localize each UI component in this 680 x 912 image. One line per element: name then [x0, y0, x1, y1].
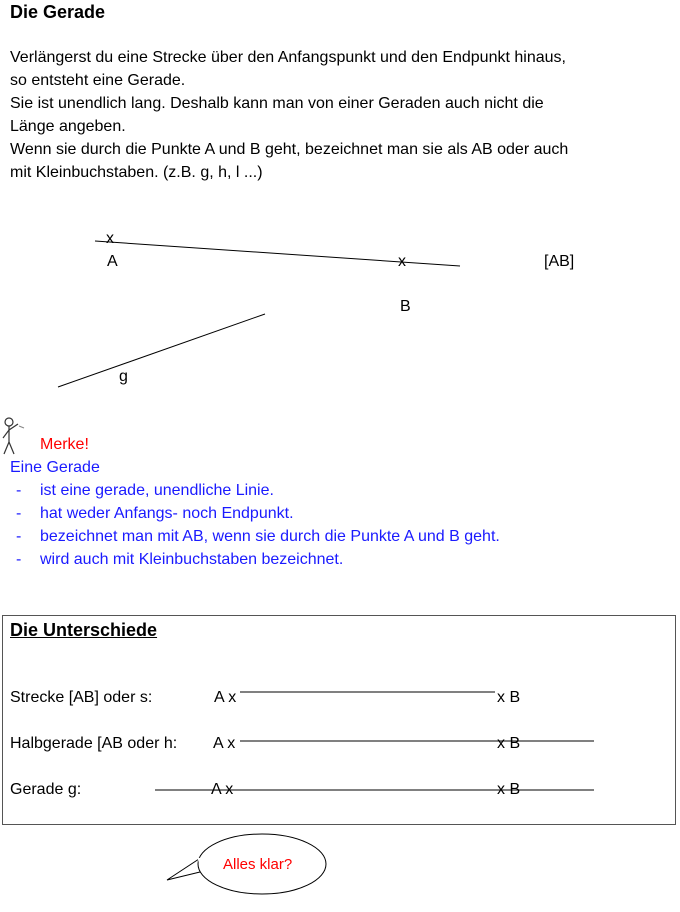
row-line-point-b: x B	[497, 781, 521, 798]
merke-item: - wird auch mit Kleinbuchstaben bezeichnet.	[10, 548, 500, 571]
point-b-label: B	[400, 298, 411, 315]
differences-box	[2, 615, 676, 825]
row-segment-point-b: x B	[497, 689, 521, 706]
intro-line: so entsteht eine Gerade.	[10, 72, 186, 89]
segment-ab-label: [AB]	[544, 253, 575, 270]
line-g-label: g	[119, 368, 128, 385]
intro-line: Länge angeben.	[10, 118, 126, 135]
intro-line: Sie ist unendlich lang. Deshalb kann man von einer Geraden auch nicht die	[10, 95, 544, 112]
intro-line: Verlängerst du eine Strecke über den Anfangspunkt und den Endpunkt hinaus,	[10, 49, 566, 66]
row-line-label: Gerade g:	[10, 781, 82, 798]
row-line-point-a: A x	[211, 781, 234, 798]
row-ray-point-b: x B	[497, 735, 521, 752]
row-segment-point-a: A x	[214, 689, 237, 706]
merke-title: Merke!	[40, 436, 89, 453]
merke-subject: Eine Gerade	[10, 459, 100, 476]
merke-item: - bezeichnet man mit AB, wenn sie durch die Punkte A und B geht.	[10, 525, 500, 548]
bubble-text: Alles klar?	[223, 856, 293, 873]
merke-item: - hat weder Anfangs- noch Endpunkt.	[10, 502, 500, 525]
merke-block	[10, 433, 500, 571]
row-segment-label: Strecke [AB] oder s:	[10, 689, 153, 706]
row-ray-label: Halbgerade [AB oder h:	[10, 735, 178, 752]
merke-item: - ist eine gerade, unendliche Linie.	[10, 479, 500, 502]
page-title: Die Gerade	[10, 2, 106, 22]
point-b-mark: x	[398, 253, 406, 270]
differences-title: Die Unterschiede	[10, 620, 158, 640]
point-a-label: A	[107, 253, 118, 270]
row-ray-point-a: A x	[213, 735, 236, 752]
intro-line: Wenn sie durch die Punkte A und B geht, bezeichnet man sie als AB oder auch	[10, 141, 569, 158]
line-g	[58, 314, 265, 387]
point-a-mark: x	[106, 230, 114, 247]
intro-line: mit Kleinbuchstaben. (z.B. g, h, l ...)	[10, 164, 263, 181]
